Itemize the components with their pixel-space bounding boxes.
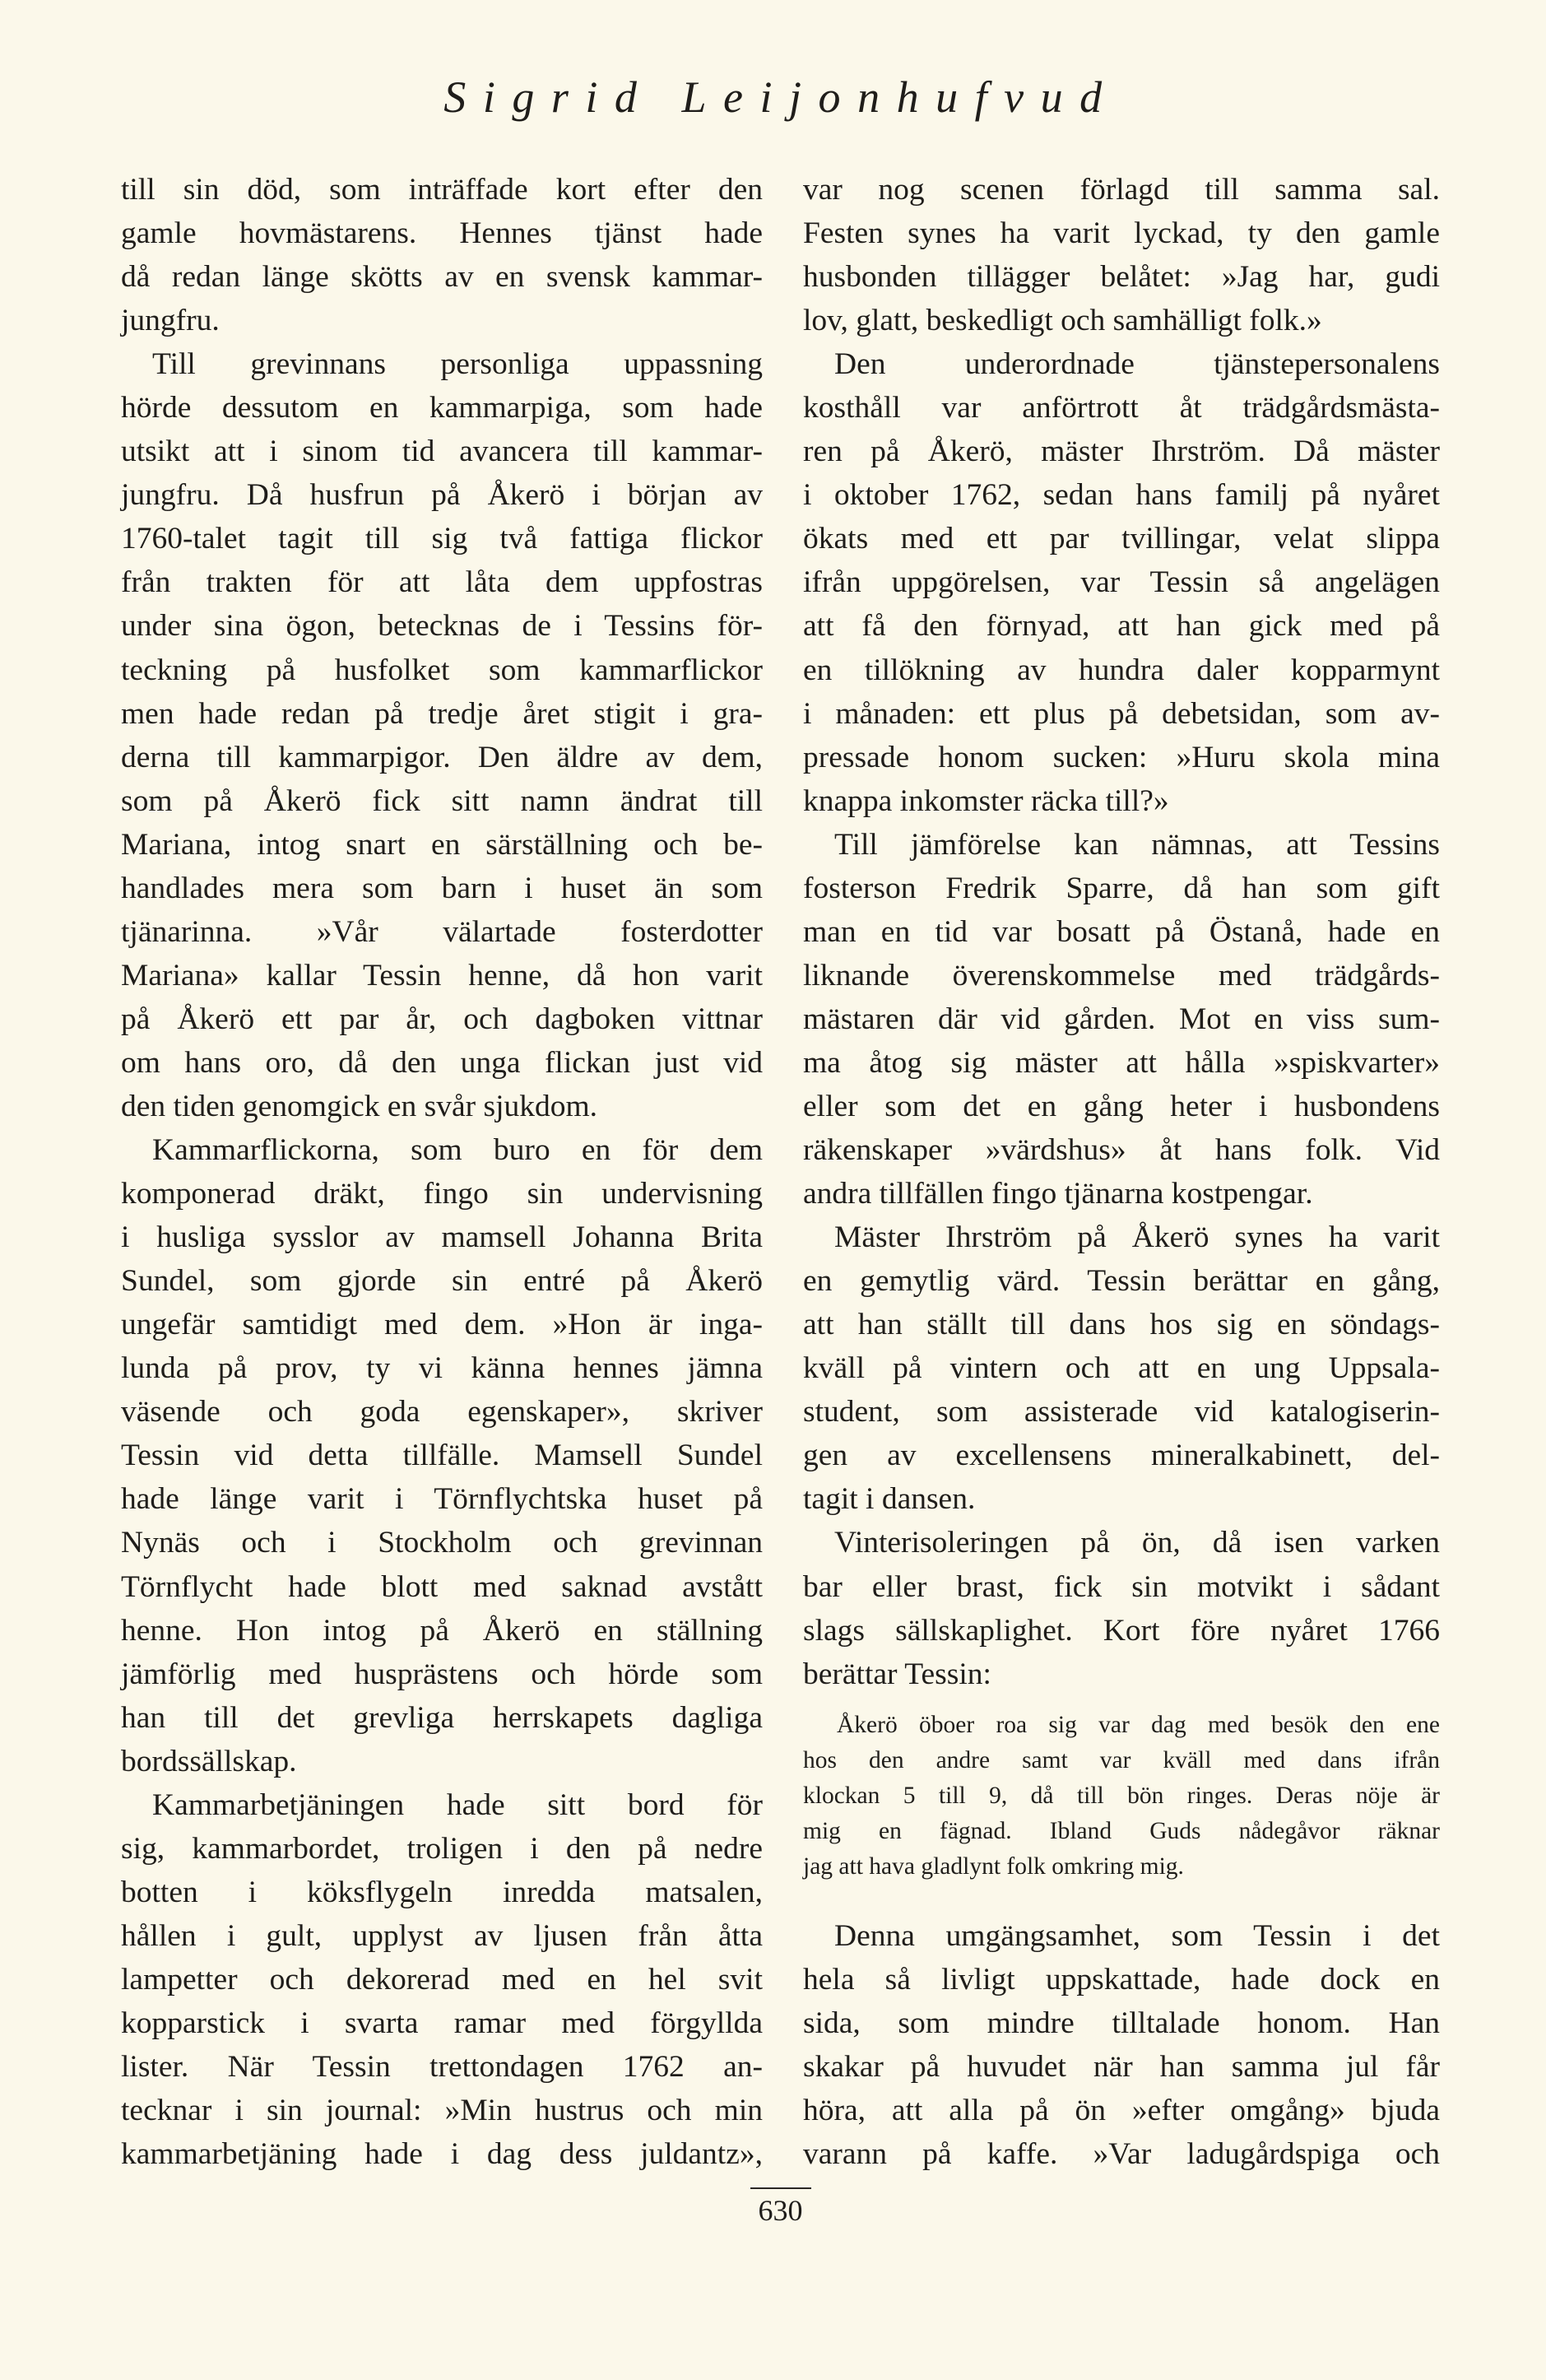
text-line: jag att hava gladlynt folk omkring mig. [803, 1853, 1184, 1880]
text-line: i månaden: ett plus på debetsidan, som av- [803, 696, 1440, 731]
text-line: mästaren där vid gården. Mot en viss sum- [803, 1002, 1440, 1036]
text-line: ren på Åkerö, mäster Ihrström. Då mäster [803, 435, 1440, 469]
paragraph [803, 168, 1440, 342]
text-line: som på Åkerö fick sitt namn ändrat till [121, 783, 763, 818]
right-column-continuation [803, 1914, 1440, 2176]
text-line: lister. När Tessin trettondagen 1762 an- [121, 2050, 763, 2085]
text-line: derna till kammarpigor. Den äldre av dem, [121, 740, 763, 774]
paragraph [121, 342, 763, 1128]
text-line: att få den förnyad, att han gick med på [803, 609, 1440, 644]
text-line: knappa inkomster räcka till?» [803, 783, 1169, 818]
paragraph [803, 823, 1440, 1216]
paragraph [121, 1128, 763, 1783]
text-line: till sin död, som inträffade kort efter den [121, 173, 763, 207]
text-line: ungefär samtidigt med dem. »Hon är inga- [121, 1308, 763, 1342]
text-line: att han ställt till dans hos sig en söndags- [803, 1308, 1440, 1342]
text-line: varann på kaffe. »Var ladugårdspiga och [803, 2137, 1440, 2172]
paragraph [803, 342, 1440, 823]
text-line: sig, kammarbordet, troligen i den på nedre [121, 1831, 763, 1866]
block-quote [803, 1708, 1440, 1885]
text-line: Åkerö öboer roa sig var dag med besök den ene [837, 1712, 1440, 1738]
text-line: bordssällskap. [121, 1744, 297, 1778]
paragraph [803, 1216, 1440, 1521]
text-line: gen av excellensens mineralkabinett, del- [803, 1439, 1440, 1473]
right-column [803, 168, 1440, 1696]
text-line: lov, glatt, beskedligt och samhälligt folk.» [803, 304, 1322, 338]
text-line: kammarbetjäning hade i dag dess juldantz», [121, 2137, 763, 2172]
running-header-author: Sigrid Leijonhufvud [443, 72, 1119, 122]
text-line: bar eller brast, fick sin motvikt i sådant [803, 1569, 1440, 1604]
text-line: fosterson Fredrik Sparre, då han som gift [803, 871, 1440, 905]
text-line: Sundel, som gjorde sin entré på Åkerö [121, 1264, 763, 1299]
text-line: Törnflycht hade blott med saknad avstått [121, 1569, 763, 1604]
text-line: ökats med ett par tvillingar, velat slippa [803, 522, 1440, 556]
text-line: från trakten för att låta dem uppfostras [121, 565, 763, 600]
text-line: men hade redan på tredje året stigit i gra- [121, 696, 763, 731]
text-line: man en tid var bosatt på Östanå, hade en [803, 914, 1440, 949]
text-line: en tillökning av hundra daler kopparmynt [803, 653, 1440, 687]
text-line: lampetter och dekorerad med en hel svit [121, 1962, 763, 1997]
text-line: lunda på prov, ty vi känna hennes jämna [121, 1351, 763, 1386]
text-line: då redan länge skötts av en svensk kammar- [121, 260, 763, 295]
text-line: hade länge varit i Törnflychtska huset på [121, 1482, 763, 1517]
paragraph [121, 1783, 763, 2176]
text-line: komponerad dräkt, fingo sin undervisning [121, 1177, 763, 1211]
text-line: teckning på husfolket som kammarflickor [121, 653, 763, 687]
text-line: om hans oro, då den unga flickan just vid [121, 1045, 763, 1080]
text-line: Kammarbetjäningen hade sitt bord för [152, 1787, 763, 1822]
text-line: Till grevinnans personliga uppassning [152, 347, 763, 382]
text-line: tjänarinna. »Vår välartade fosterdotter [121, 914, 763, 949]
text-line: jämförlig med husprästens och hörde som [121, 1657, 763, 1691]
text-line: utsikt att i sinom tid avancera till kammar- [121, 435, 763, 469]
text-line: Nynäs och i Stockholm och grevinnan [121, 1526, 763, 1560]
text-line: jungfru. [121, 304, 220, 338]
text-line: den tiden genomgick en svår sjukdom. [121, 1089, 598, 1123]
text-line: andra tillfällen fingo tjänarna kostpengar. [803, 1177, 1313, 1211]
paragraph [803, 1914, 1440, 2176]
text-line: mig en fägnad. Ibland Guds nådegåvor räknar [803, 1818, 1440, 1844]
text-line: klockan 5 till 9, då till bön ringes. Deras nöje är [803, 1783, 1440, 1809]
text-line: en gemytlig värd. Tessin berättar en gång, [803, 1264, 1440, 1299]
text-line: berättar Tessin: [803, 1657, 991, 1691]
text-line: väsende och goda egenskaper», skriver [121, 1395, 763, 1429]
text-line: Kammarflickorna, som buro en för dem [152, 1133, 763, 1168]
page-number-rule [750, 2187, 811, 2189]
text-line: student, som assisterade vid katalogiserin- [803, 1395, 1440, 1429]
text-line: hållen i gult, upplyst av ljusen från åtta [121, 1918, 763, 1953]
text-line: Tessin vid detta tillfälle. Mamsell Sundel [121, 1439, 763, 1473]
text-line: Denna umgängsamhet, som Tessin i det [834, 1919, 1440, 1953]
text-line: på Åkerö ett par år, och dagboken vittnar [121, 1002, 763, 1036]
text-line: jungfru. Då husfrun på Åkerö i början av [121, 478, 763, 513]
text-line: sida, som mindre tilltalade honom. Han [803, 2006, 1440, 2041]
text-line: eller som det en gång heter i husbondens [803, 1089, 1440, 1123]
text-line: tecknar i sin journal: »Min hustrus och min [121, 2094, 763, 2128]
page-number: 630 [758, 2194, 803, 2227]
text-line: hörde dessutom en kammarpiga, som hade [121, 391, 763, 425]
text-line: i husliga sysslor av mamsell Johanna Brita [121, 1220, 763, 1255]
text-line: henne. Hon intog på Åkerö en ställning [121, 1613, 763, 1648]
text-line: handlades mera som barn i huset än som [121, 871, 763, 905]
text-line: botten i köksflygeln inredda matsalen, [121, 1875, 763, 1909]
text-line: han till det grevliga herrskapets dagliga [121, 1700, 763, 1735]
text-line: husbonden tillägger belåtet: »Jag har, gudi [803, 260, 1440, 295]
text-line: i oktober 1762, sedan hans familj på nyåret [803, 478, 1440, 513]
text-line: hela så livligt uppskattade, hade dock en [803, 1963, 1440, 1997]
text-line: ifrån uppgörelsen, var Tessin så angelägen [803, 565, 1440, 600]
text-line: höra, att alla på ön »efter omgång» bjuda [803, 2094, 1440, 2128]
text-line: Vinterisoleringen på ön, då isen varken [834, 1526, 1440, 1560]
paragraph [803, 1708, 1440, 1885]
text-line: Festen synes ha varit lyckad, ty den gamle [803, 216, 1440, 251]
text-line: Mariana» kallar Tessin henne, då hon varit [121, 958, 763, 992]
text-line: kopparstick i svarta ramar med förgyllda [121, 2006, 763, 2040]
left-column [121, 168, 763, 2176]
text-line: var nog scenen förlagd till samma sal. [803, 173, 1440, 207]
text-line: Den underordnade tjänstepersonalens [834, 347, 1440, 382]
paragraph [803, 1521, 1440, 1695]
text-line: kosthåll var anförtrott åt trädgårdsmästa- [803, 391, 1440, 425]
text-line: kväll på vintern och att en ung Uppsala- [803, 1351, 1440, 1386]
text-line: liknande överenskommelse med trädgårds- [803, 958, 1440, 992]
paragraph [121, 168, 763, 342]
text-line: skakar på huvudet när han samma jul får [803, 2050, 1440, 2085]
text-line: räkenskaper »värdshus» åt hans folk. Vid [803, 1133, 1440, 1168]
text-line: slags sällskaplighet. Kort före nyåret 1766 [803, 1613, 1440, 1648]
text-line: hos den andre samt var kväll med dans ifrån [803, 1747, 1440, 1773]
text-line: Mariana, intog snart en särställning och be- [121, 827, 763, 862]
text-line: 1760-talet tagit till sig två fattiga flickor [121, 522, 763, 556]
text-line: pressade honom sucken: »Huru skola mina [803, 740, 1440, 774]
text-line: Mäster Ihrström på Åkerö synes ha varit [834, 1220, 1440, 1255]
text-line: gamle hovmästarens. Hennes tjänst hade [121, 216, 763, 251]
text-line: Till jämförelse kan nämnas, att Tessins [834, 827, 1440, 862]
text-line: ma åtog sig mäster att hålla »spiskvarter» [803, 1045, 1440, 1080]
text-line: under sina ögon, betecknas de i Tessins för- [121, 609, 763, 644]
text-line: tagit i dansen. [803, 1482, 976, 1517]
